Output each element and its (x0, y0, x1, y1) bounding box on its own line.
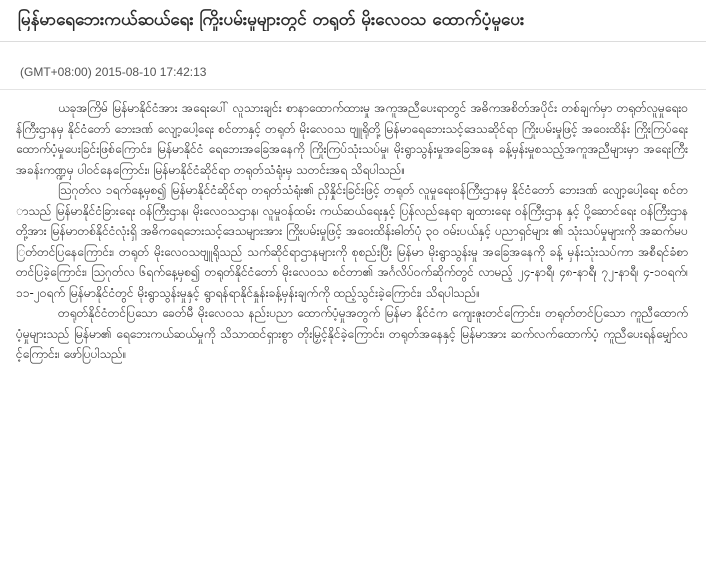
headline-bar (0, 0, 706, 42)
article-paragraph-1: ယခုအကြိမ် မြန်မာနိုင်ငံအား အရေးပေါ် လူသားချင်း စာနာထောက်ထားမှု အကူအညီပေးရာတွင် အဓိကအစိတ်အပိုင်း တစ်ချက်မှာ တရုတ်လူမှုရေးဝန်ကြီးဌာနမှ နိုင်ငံတော် ဘေးဒဏ် လျော့ပေါ့ရေး စင်တာနှင့် တရုတ် မိုးလေဝသ ဗျူရိုတို့ မြန်မာရေဘေးသင့်ဒေသဆိုင်ရာ ကြိုးပမ်းမှုဖြင့် အဝေးထိန်း ကြိုးကြပ်ရေး ထောက်ပံ့မှုပေးခြင်းဖြစ်ကြောင်း၊ မြန်မာနိုင်ငံ ရေဘေးအခြေအနေကို ကြိုးကြပ်သုံးသပ်မှု၊ မိုးရွာသွန်းမှုအခြေအနေ ခန့်မှန်းမှုစသည့်အကူအညီများမှာ အရေးကြီး အခန်းကဏ္ဍမှ ပါဝင်နေကြောင်း၊ မြန်မာနိုင်ငံဆိုင်ရာ တရုတ်သံရုံးမှ သတင်းအရ သိရပါသည်။ (16, 101, 688, 177)
article-body (16, 98, 688, 566)
article-meta (0, 42, 706, 90)
article-headline: မြန်မာရေဘေးကယ်ဆယ်ရေး ကြိုးပမ်းမှုများတွင် တရုတ် မိုးလေဝသ ထောက်ပံ့မှုပေး (18, 10, 525, 30)
article-timestamp: (GMT+08:00) 2015-08-10 17:42:13 (20, 65, 207, 79)
article-paragraph-2: ဩဂုတ်လ ၁ရက်နေ့မှစ၍ မြန်မာနိုင်ငံဆိုင်ရာ တရုတ်သံရုံး၏ ညှိနှိုင်းခြင်းဖြင့် တရုတ် လူမှုရေးဝန်ကြီးဌာနမှ နိုင်ငံတော် ဘေးဒဏ် လျော့ပေါ့ရေး စင်တာသည် မြန်မာနိုင်ငံခြားရေး ဝန်ကြီးဌာန၊ မိုးလေဝသဌာန၊ လူမှုဝန်ထမ်း ကယ်ဆယ်ရေးနှင့် ပြန်လည်နေရာ ချထားရေး ဝန်ကြီးဌာန နှင့် ပို့ဆောင်ရေး ဝန်ကြီးဌာနတို့အား မြန်မာတစ်နိုင်ငံလုံးရှိ အဓိကရေဘေးသင့်ဒေသများအား ကြိုးပမ်းမှုဖြင့် အဝေးထိန်းဓါတ်ပုံ ၃၀ ဝမ်းပယ်နှင့် ပညာရှင်များ ၏ သုံးသပ်မှုများကို အဆက်မပြတ်တင်ပြနေကြောင်း၊ တရုတ် မိုးလေဝသဗျူရိုသည် သက်ဆိုင်ရာဌာနများကို စုစည်းပြီး မြန်မာ မိုးရွာသွန်းမှု အခြေအနေကို ခန့် မှန်းသုံးသပ်ကာ အစီရင်ခံစာတင်ပြခဲ့ကြောင်း၊ ဩဂုတ်လ ၆ရက်နေ့မှစ၍ တရုတ်နိုင်ငံတော် မိုးလေဝသ စင်တာ၏ အင်္ဂလိပ်ဝက်ဆိုက်တွင် လာမည့် ၂၄-နာရီ၊ ၄၈-နာရီ၊ ၇၂-နာရီ၊ ၄-၁၀ရက်၊ ၁၁-၂၀ရက် မြန်မာနိုင်ငံတွင် မိုးရွာသွန်းမှုနှင့် ရွာရန်ရာနိုင်နှုန်းခန့်မှန်းချက်ကို ထည့်သွင်းခဲ့ကြောင်း၊ သိရပါသည်။ (16, 183, 688, 300)
article-paragraph-3: တရုတ်နိုင်ငံတင်ပြသော ခေတ်မီ မိုးလေဝသ နည်းပညာ ထောက်ပံ့မှုအတွက် မြန်မာ နိုင်ငံက ကျေးဇူးတင်ကြောင်း၊ တရုတ်တင်ပြသော ကူညီထောက်ပံ့မှုများသည် မြန်မာ၏ ရေဘေးကယ်ဆယ်မှုကို သိသာထင်ရှားစွာ တိုးမြှင့်နိုင်ခဲ့ကြောင်း၊ တရုတ်အနေနှင့် မြန်မာအား ဆက်လက်ထောက်ပံ့ ကူညီပေးရန်မျှော်လင့်ကြောင်း၊ ဖော်ပြပါသည်။ (16, 306, 688, 361)
